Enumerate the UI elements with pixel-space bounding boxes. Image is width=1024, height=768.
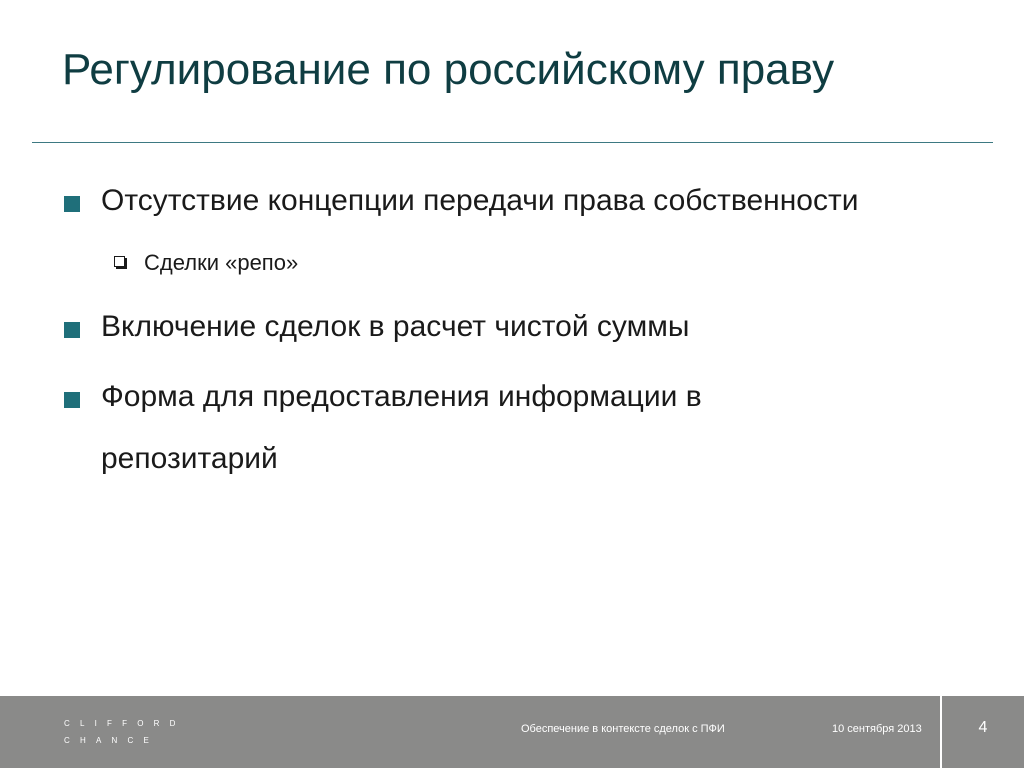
footer-bar [0, 696, 1024, 768]
square-bullet-icon [64, 322, 80, 338]
clifford-chance-logo [64, 715, 186, 749]
square-bullet-icon [64, 392, 80, 408]
bullet-text: Включение сделок в расчет чистой суммы [101, 310, 690, 343]
logo-line-2: CHANCE [64, 736, 159, 745]
logo-line-1: CLIFFORD [64, 719, 186, 728]
sub-bullet-item [112, 248, 812, 278]
checkbox-bullet-icon [114, 256, 125, 267]
bullet-item [64, 170, 994, 232]
page-number: 4 [978, 719, 988, 736]
bullet-item [64, 296, 994, 358]
title-divider [32, 142, 993, 143]
square-bullet-icon [64, 196, 80, 212]
bullet-text: Форма для предоставления информации в репозитарий [101, 380, 702, 475]
bullet-text: Отсутствие концепции передачи права собственности [101, 184, 859, 217]
sub-bullet-text: Сделки «репо» [144, 250, 299, 275]
bullet-item [64, 366, 824, 490]
footer-date: 10 сентября 2013 [832, 723, 922, 735]
footer-document-title: Обеспечение в контексте сделок с ПФИ [521, 723, 725, 735]
slide-title: Регулирование по российскому праву [62, 45, 835, 94]
